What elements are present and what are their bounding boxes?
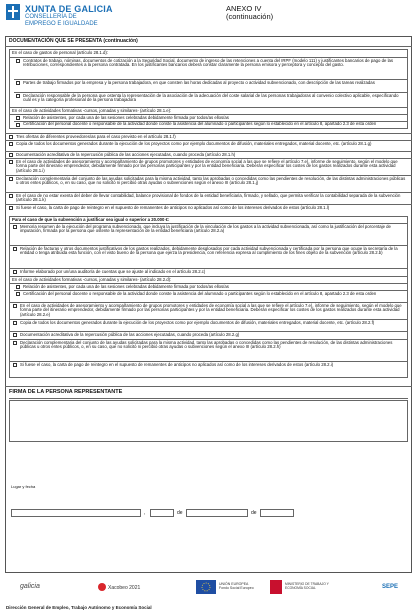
document-item: Documentación acreditativa de la repercusión pública de las acciones ejecutadas, cuando proceda (artículo 28.2.g) <box>20 331 240 337</box>
document-item: Tres ofertas de diferentes proveedores/as para el caso previsto en el artículo 28.1.f) <box>16 133 176 139</box>
document-item: Si fuese el caso, la carta de pago de reintegro en el supuesto de remanentes de anticipos no aplicados así como de los intereses derivados de estos (artículo 28.1.l) <box>16 204 330 210</box>
document-item: Certificación del personal docente o responsable de la actividad donde conste la asistencia del alumnado o participantes según lo establecido en el artículo 8, apartado 2.3 de esta orden <box>23 290 377 296</box>
sepe-logo: SEPE <box>382 584 399 590</box>
checkbox[interactable] <box>9 177 13 181</box>
document-item: En el caso de no estar exenta del deber de llevar contabilidad, balance provisional de fondos de la entidad beneficiaria, firmado, y sellado, que permita verificar la contabilidad separada de la subvención (artículo 28.1.k) <box>16 192 401 203</box>
checkbox[interactable] <box>16 116 20 120</box>
group-label: En el caso de gastos de personal (artículo 28.1.d): <box>12 50 109 55</box>
checkbox[interactable] <box>9 206 13 210</box>
document-item: Memoria resumen de la ejecución del programa subvencionado, que incluya la justificación de la vinculación de los gastos a la actividad subvencionada, así como la justificación del porcentaje de imputación, firmada por la persona que ostente la representación de la entidad beneficiaria (artículo 28.2.a) <box>20 223 391 234</box>
checkbox[interactable] <box>16 81 20 85</box>
document-item: Si fuese el caso, la carta de pago de reintegro en el supuesto de remanentes de anticipos no aplicados así como de los intereses derivados de estos (artículo 28.2.i) <box>20 361 334 367</box>
checkbox[interactable] <box>13 363 17 367</box>
document-item: En el caso de actividades de asesoramiento y acompañamiento de grupos promotores y entidades de economía social a las que se refiere el artículo 7.e), informe de seguimiento, según el modelo que forma parte del itinerario emprendedor, debidamente firmado por las personas participantes y por la entidad beneficiaria. Deberán especificar los costes de los gastos realizados durante esta actividad (artículo 28.2.e) <box>20 302 402 318</box>
eu-fse-text: UNIÓN EUROPEA Fondo Social Europeo <box>219 582 254 590</box>
year-field[interactable] <box>260 509 294 517</box>
group-label: En el caso de actividades formativas -cursos, jornadas y similares- (artículo 28.2.d): <box>12 276 172 282</box>
signature-area[interactable] <box>9 400 408 442</box>
document-item: Informe elaborado por un/una auditor/a de cuentas que se ajuste al indicado en el artículo 28.2.c) <box>20 268 206 274</box>
checkbox[interactable] <box>16 292 20 296</box>
xacobeo-logo-icon <box>98 583 106 591</box>
xunta-logo-icon <box>6 4 20 20</box>
document-item: Declaración responsable de la persona que ostenta la representación de la asociación de la adecuación del coste salarial de las personas trabajadoras al convenio colectivo aplicable, especificando cuál es y la categoría profesional de la persona trabajadora <box>23 92 399 103</box>
eu-flag-icon <box>196 580 216 594</box>
separator: , <box>144 510 146 516</box>
checkbox[interactable] <box>9 142 13 146</box>
checkbox[interactable] <box>9 194 13 198</box>
section-title: DOCUMENTACIÓN QUE SE PRESENTA (continuación) <box>9 38 138 44</box>
document-item: Declaración complementaria del conjunto de las ayudas solicitadas para la misma actividad, tanto las aprobadas o concedidas como las pendientes de resolución, de las distintas administraciones públicas u otros entes públicos, o, en su caso, que no solicitó ni percibió otras ayudas o subvenciones según el anexo III (artículo 28.2.h) <box>20 339 393 350</box>
group-label: En el caso de actividades formativas -cursos, jornadas y similares- (artículo 28.1.e): <box>12 107 172 113</box>
checkbox[interactable] <box>16 59 20 63</box>
over-20000-group <box>9 216 408 378</box>
document-item: Relación de asistentes, por cada una de las sesiones celebradas debidamente firmada por todos/as ellos/as <box>23 283 229 289</box>
document-item: Documentación acreditativa de la repercusión pública de las acciones ejecutadas, cuando proceda (artículo 28.1.h) <box>16 151 236 157</box>
day-field[interactable] <box>150 509 174 517</box>
checkbox[interactable] <box>13 304 17 308</box>
checkbox[interactable] <box>13 341 17 345</box>
document-item: Relación de facturas y otros documentos justificativos de los gastos realizados, debidamente desglosados por cada actividad subvencionada y certificada por la persona que ocupe la secretaría de la entidad o tenga atribuida esta función, con el visto bueno de la persona que ejerza la presidencia, con referencia expresa al cumplimiento de los fines objeto de la subvención (artículo 28.2.b) <box>20 245 398 256</box>
organization-name: XUNTA DE GALICIA CONSELLERÍA DE EMPREGO E IGUALDADE <box>25 4 113 27</box>
document-item: Relación de asistentes, por cada una de las sesiones celebradas debidamente firmada por todos/as ellos/as <box>23 114 229 120</box>
place-date-label: Lugar y fecha <box>11 484 36 489</box>
month-field[interactable] <box>186 509 248 517</box>
document-item: Contratos de trabajo, nóminas, documentos de cotización a la Seguridad Social, documento de ingreso de las retenciones a cuenta del IRPF (modelo 111) y justificantes bancarios de pago de las retribuciones, correspondientes a la persona contratada. En los justificantes bancarios deberá constar claramente la persona emisora y perceptora y concepto del gasto. <box>23 57 394 68</box>
galicia-logo: galicia <box>20 583 40 590</box>
document-item: Copia de todos los documentos generados durante la ejecución de los proyectos como por ejemplo documentos de difusión, materiales entregados, material docente, etc. (artículo 28.2.f) <box>20 319 375 325</box>
xacobeo-logo: Xacobeo 2021 <box>108 585 141 591</box>
document-item: Copia de todos los documentos generados durante la ejecución de los proyectos como por ejemplo documentos de difusión, materiales entregados, material docente, etc. (artículo 28.1.g) <box>16 140 372 146</box>
document-item: Declaración complementaria del conjunto de las ayudas solicitadas para la misma actividad, tanto las aprobadas o concedidas como las pendientes de resolución, de las distintas administraciones públicas u otros entes públicos, o, en su caso, que no solicitó ni percibió otras ayudas o subvenciones según el anexo III (artículo 28.1.j) <box>16 175 406 186</box>
checkbox[interactable] <box>13 225 17 229</box>
checkbox[interactable] <box>13 247 17 251</box>
anexo-title: ANEXO IV (continuación) <box>226 4 274 21</box>
checkbox[interactable] <box>16 123 20 127</box>
checkbox[interactable] <box>16 285 20 289</box>
checkbox[interactable] <box>16 94 20 98</box>
footer-text: Dirección General de Empleo, Trabajo Autónomo y Economía Social <box>6 605 152 610</box>
checkbox[interactable] <box>9 153 13 157</box>
group-label: Para el caso de que la subvención a justificar sea igual o superior a 20.000 €: <box>12 216 170 222</box>
checkbox[interactable] <box>9 160 13 164</box>
document-item: En el caso de actividades de asesoramiento y acompañamiento de grupos promotores y entidades de economía social a las que se refiere el artículo 7.e), informe de seguimiento, según el modelo que forma parte del itinerario emprendedor, debidamente firmado por las personas participantes y por la entidad beneficiaria. Deberán especificar los costes de los gastos realizados durante esta actividad (artículo 28.1.i) <box>16 158 398 174</box>
header <box>6 4 414 34</box>
de-label: de <box>177 510 183 516</box>
place-field[interactable] <box>11 509 141 517</box>
checkbox[interactable] <box>13 321 17 325</box>
de-label: de <box>251 510 257 516</box>
checkbox[interactable] <box>13 333 17 337</box>
ministry-logo: MINISTERIO DE TRABAJO Y ECONOMÍA SOCIAL <box>285 582 329 590</box>
document-item: Certificación del personal docente o responsable de la actividad donde conste la asistencia del alumnado o participantes según lo establecido en el artículo 8, apartado 2.3 de esta orden <box>23 121 377 126</box>
spain-coat-icon <box>270 580 282 594</box>
checkbox[interactable] <box>13 270 17 274</box>
document-item: Partes de trabajo firmados por la empresa y la persona trabajadora, en que consten las horas dedicadas al proyecto o actividad subvencionado, con descripción de las tareas realizadas <box>23 79 375 85</box>
signature-title: FIRMA DE LA PERSONA REPRESENTANTE <box>9 389 123 395</box>
checkbox[interactable] <box>9 135 13 139</box>
